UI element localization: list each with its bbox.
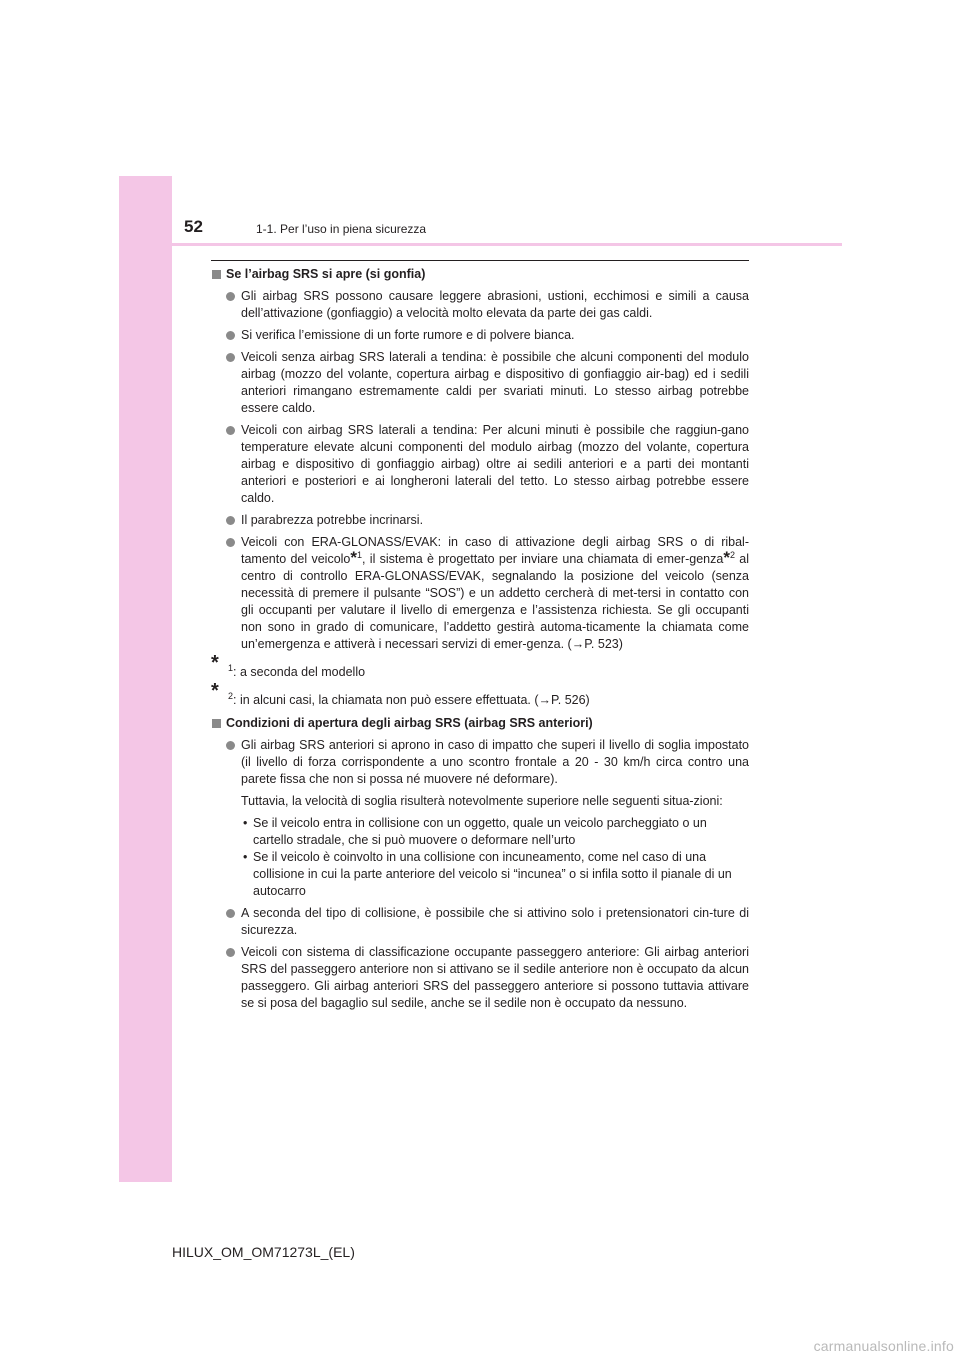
list-item-text: Si verifica l’emissione di un forte rumore e di polvere bianca. <box>241 328 575 342</box>
footnote-number: 1 <box>228 663 234 673</box>
round-bullet-icon <box>226 741 235 750</box>
section-title: 1-1. Per l’uso in piena sicurezza <box>256 222 427 236</box>
footnote-star: * <box>350 548 357 567</box>
footnote-number: 2 <box>228 691 234 702</box>
footnote-ref-1: 1 <box>357 549 363 560</box>
footnote-star: * <box>211 680 219 703</box>
era-text-2: , il sistema è progettato per inviare una chiamata di emer-genza <box>362 552 724 566</box>
content-top-rule <box>211 260 749 261</box>
header-rule <box>172 243 842 246</box>
sub-list-item <box>211 849 749 900</box>
list-item <box>211 512 749 529</box>
document-code: HILUX_OM_OM71273L_(EL) <box>172 1244 355 1260</box>
round-bullet-icon <box>226 538 235 547</box>
list-item <box>211 737 749 788</box>
round-bullet-icon <box>226 426 235 435</box>
list-item-text: Il parabrezza potrebbe incrinarsi. <box>241 513 424 527</box>
sub-list-item <box>211 815 749 849</box>
sub-list <box>211 815 749 900</box>
heading-text: Se l’airbag SRS si apre (si gonfia) <box>226 267 426 281</box>
heading-airbag-deploys <box>211 266 749 283</box>
list-item <box>211 288 749 322</box>
sub-list-text: Se il veicolo entra in collisione con un oggetto, quale un veicolo parcheggiato o un cartello stradale, che si può muovere o deformare nell’urto <box>253 816 707 848</box>
round-bullet-icon <box>226 516 235 525</box>
footnote-text: : in alcuni casi, la chiamata non può essere effettuata. (→P. 526) <box>233 693 590 708</box>
round-bullet-icon <box>226 292 235 301</box>
round-bullet-icon <box>226 331 235 340</box>
dot-marker: • <box>243 850 248 865</box>
footnote-text: : a seconda del modello <box>233 665 366 680</box>
list-item-era-glonass <box>211 534 749 653</box>
square-bullet-icon <box>212 719 221 728</box>
round-bullet-icon <box>226 909 235 918</box>
side-tab-bar <box>119 176 172 1182</box>
list-item <box>211 422 749 507</box>
list-item <box>211 905 749 939</box>
footnote-star: * <box>211 652 219 674</box>
footnote-1 <box>211 652 749 681</box>
footnote-ref-2: 2 <box>729 549 735 560</box>
watermark: carmanualsonline.info <box>813 1338 954 1354</box>
list-item <box>211 349 749 417</box>
footnote-star: * <box>723 548 730 567</box>
sub-list-text: Se il veicolo è coinvolto in una collisione con incuneamento, come nel caso di una collisione in cui la parte anteriore del veicolo si “incunea” o si infila sotto il pianale di un autocarro <box>253 850 732 899</box>
heading-deployment-conditions <box>211 715 749 732</box>
page-number: 52 <box>184 217 203 236</box>
paragraph: Tuttavia, la velocità di soglia risulterà notevolmente superiore nelle seguenti situa-zioni: <box>241 794 723 809</box>
footnote-2 <box>211 680 749 709</box>
list-item <box>211 327 749 344</box>
round-bullet-icon <box>226 948 235 957</box>
list-item-text: Veicoli senza airbag SRS laterali a tendina: è possibile che alcuni componenti del modulo airbag (mozzo del volante, copertura airbag e dispositivo di gonfiaggio air-bag) ed i sedili anteriori rimangano estremamente caldi per svariati minuti. Lo stesso airbag potrebbe essere caldo. <box>241 350 749 415</box>
list-item-text: Gli airbag SRS anteriori si aprono in caso di impatto che superi il livello di soglia impostato (il livello di forza corrispondente a uno scontro frontale a 20 - 30 km/h circa contro una parete fissa che non si possa né muovere né deformare). <box>241 738 749 787</box>
list-item-text: Gli airbag SRS possono causare leggere abrasioni, ustioni, ecchimosi e simili a causa dell’attivazione (gonfiaggio) a velocità molto elevata da parte dei gas caldi. <box>241 289 749 320</box>
era-text-3: al centro di controllo ERA-GLONASS/EVAK, segnalando la posizione del veicolo (senza necessità di premere il pulsante “SOS”) e un addetto cercherà di met-tersi in contatto con gli occupanti per valutare il livello di emergenza e l’assistenza richiesta. Se gli occupanti non sono in grado di comunicare, l’addetto gestirà automa-ticamente la chiamata come un’emergenza e attiverà i necessari servizi di emer-genza. (→P. 523) <box>241 552 750 651</box>
page-content <box>211 266 749 1017</box>
era-text-1: Veicoli con ERA-GLONASS/EVAK: in caso di attivazione degli airbag SRS o di ribal-tamento del veicolo <box>241 535 749 566</box>
list-item-text: Veicoli con sistema di classificazione occupante passeggero anteriore: Gli airbag anteriori SRS del passeggero anteriore non si attivano se il sedile anteriore non è occupato da alcun passeggero. Gli airbag anteriori SRS del passeggero anteriore si possono tuttavia attivare se si posa del bagaglio sul sedile, anche se il sedile non è occupato da nessuno. <box>241 945 749 1011</box>
square-bullet-icon <box>212 270 221 279</box>
list-item <box>211 944 749 1012</box>
list-item-text: A seconda del tipo di collisione, è possibile che si attivino solo i pretensionatori cin-ture di sicurezza. <box>241 906 749 938</box>
dot-marker: • <box>243 816 248 831</box>
list-item-text: Veicoli con airbag SRS laterali a tendina: Per alcuni minuti è possibile che raggiun-gano temperature elevate alcuni componenti del modulo airbag (mozzo del volante, copertura airbag e dispositivo di gonfiaggio airbag) oltre ai sedili anteriori e a parti dei montanti anteriori e posteriori e ai longheroni laterali del tetto. Lo stesso airbag potrebbe essere caldo. <box>241 423 749 505</box>
round-bullet-icon <box>226 353 235 362</box>
heading-text: Condizioni di apertura degli airbag SRS (airbag SRS anteriori) <box>226 716 593 731</box>
